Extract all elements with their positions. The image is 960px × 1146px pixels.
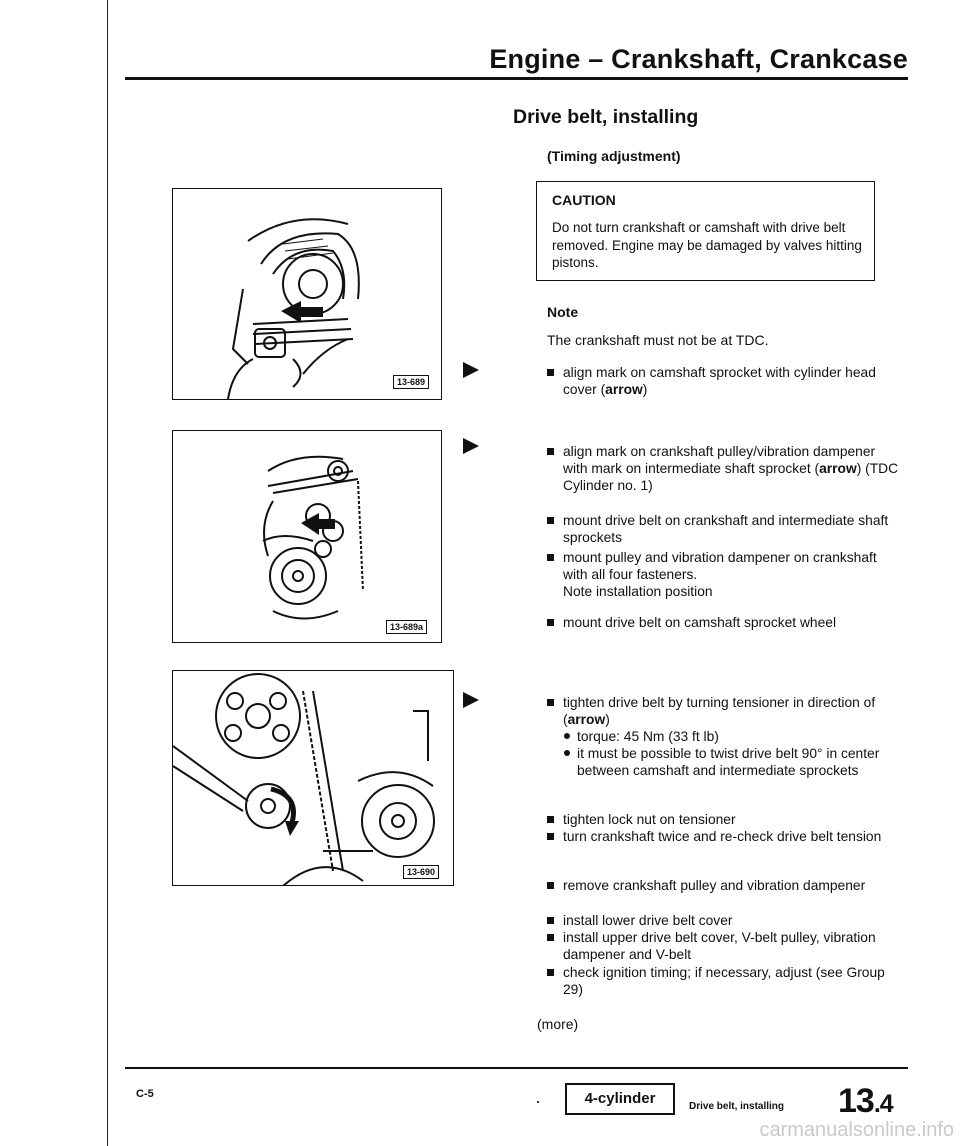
figure-crankshaft-pulley bbox=[172, 430, 442, 643]
step-check-ignition: check ignition timing; if necessary, adjust (see Group 29) bbox=[547, 964, 903, 998]
page-code: C-5 bbox=[136, 1088, 154, 1100]
step-remove-pulley: remove crankshaft pulley and vibration dampener bbox=[547, 877, 903, 894]
header-rule bbox=[125, 77, 908, 80]
step-mount-pulley: mount pulley and vibration dampener on crankshaft with all four fasteners. Note installation position bbox=[547, 549, 903, 600]
step-tighten-belt: tighten drive belt by turning tensioner in direction of (arrow) torque: 45 Nm (33 ft lb) it must be possible to twist drive belt 90° in center between camshaft and intermediate sprockets bbox=[547, 694, 903, 779]
left-margin-line bbox=[107, 0, 108, 1146]
figure-pointer-arrow-icon bbox=[463, 362, 479, 378]
engine-variant-badge: 4-cylinder bbox=[565, 1083, 675, 1115]
note-text: The crankshaft must not be at TDC. bbox=[547, 332, 769, 348]
step-tighten-lock-nut: tighten lock nut on tensioner bbox=[547, 811, 903, 828]
caution-box bbox=[536, 181, 875, 281]
figure-camshaft-sprocket bbox=[172, 188, 442, 400]
caution-title: CAUTION bbox=[552, 192, 616, 208]
crankshaft-pulley-drawing bbox=[173, 431, 442, 643]
figure-pointer-arrow-icon bbox=[463, 438, 479, 454]
footer-rule bbox=[125, 1067, 908, 1069]
figure-number: 13-689 bbox=[393, 375, 429, 389]
belt-tensioner-drawing bbox=[173, 671, 454, 886]
step-align-crankshaft: align mark on crankshaft pulley/vibration dampener with mark on intermediate shaft sprocket (arrow) (TDC Cylinder no. 1) bbox=[547, 443, 903, 494]
substep-torque: torque: 45 Nm (33 ft lb) bbox=[563, 728, 903, 745]
watermark: carmanualsonline.info bbox=[759, 1119, 954, 1141]
step-install-upper-cover: install upper drive belt cover, V-belt pulley, vibration dampener and V-belt bbox=[547, 929, 903, 963]
section-subtitle: (Timing adjustment) bbox=[547, 148, 681, 164]
step-mount-belt-camshaft: mount drive belt on camshaft sprocket wheel bbox=[547, 614, 903, 631]
figure-pointer-arrow-icon bbox=[463, 692, 479, 708]
section-number: 13.4 bbox=[838, 1082, 893, 1120]
more-indicator: (more) bbox=[537, 1016, 579, 1032]
caution-text: Do not turn crankshaft or camshaft with drive belt removed. Engine may be damaged by valves hitting pistons. bbox=[552, 220, 862, 270]
substep-twist: it must be possible to twist drive belt 90° in center between camshaft and intermediate sprockets bbox=[563, 745, 903, 779]
note-heading: Note bbox=[547, 304, 579, 320]
scan-speck bbox=[537, 1101, 539, 1103]
footer-section-name: Drive belt, installing bbox=[689, 1101, 785, 1112]
step-mount-belt-crankshaft: mount drive belt on crankshaft and intermediate shaft sprockets bbox=[547, 512, 903, 546]
camshaft-sprocket-drawing bbox=[173, 189, 442, 400]
figure-belt-tensioner bbox=[172, 670, 454, 886]
figure-number: 13-689a bbox=[386, 620, 427, 634]
step-align-camshaft: align mark on camshaft sprocket with cylinder head cover (arrow) bbox=[547, 364, 903, 398]
step-install-lower-cover: install lower drive belt cover bbox=[547, 912, 903, 929]
page-title: Engine – Crankshaft, Crankcase bbox=[489, 44, 908, 74]
step-turn-crankshaft: turn crankshaft twice and re-check drive belt tension bbox=[547, 828, 903, 845]
figure-number: 13-690 bbox=[403, 865, 439, 879]
section-title: Drive belt, installing bbox=[513, 106, 699, 128]
